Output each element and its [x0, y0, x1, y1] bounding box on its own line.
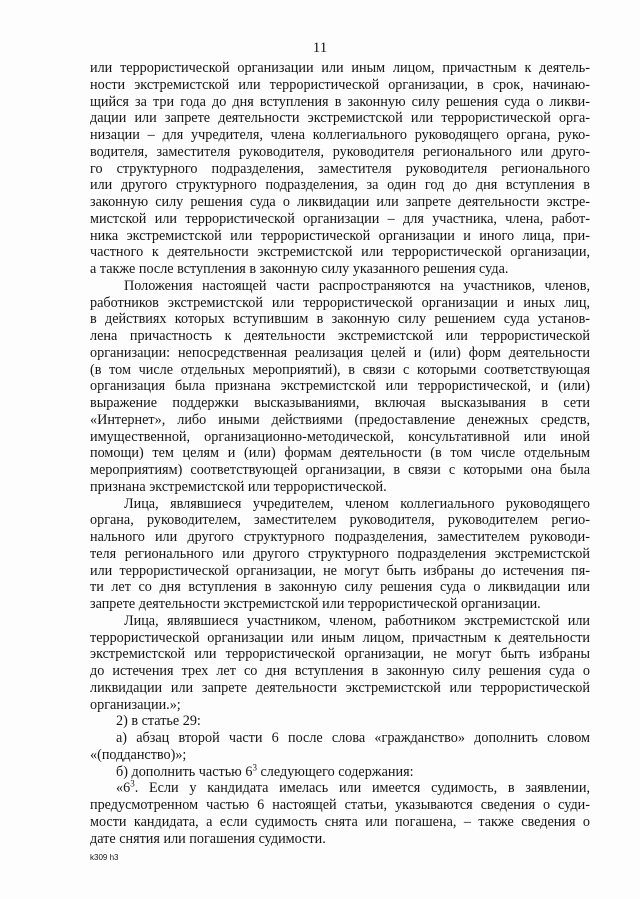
text-line	[90, 780, 590, 797]
text-line: лена причастность к деятельности экстремистской или террористической	[90, 328, 590, 344]
text-line: дате снятия или погашения судимости.	[90, 830, 326, 847]
text-line: дации или запрете деятельности экстремистской или террористической орга-	[90, 110, 590, 127]
text-line: ника экстремистской или террористической организации и иного лица, при-	[90, 227, 590, 244]
text-line: ти лет со дня вступления в законную силу решения суда о ликвидации или	[90, 579, 590, 596]
text-line: мистской или террористической организации – для участника, члена, работ-	[90, 210, 590, 227]
text-line: Лица, являвшиеся учредителем, членом коллегиального руководящего	[124, 495, 590, 512]
text-line: мероприятиям) соответствующей организации, в связи с которыми она была	[90, 462, 590, 478]
text-fragment: б) дополнить частью 6	[116, 763, 253, 780]
text-line: «Интернет», либо иными действиями (предоставление денежных средств,	[90, 411, 590, 428]
text-line: частного к деятельности экстремистской или террористической организации,	[90, 244, 590, 261]
text-line: теля регионального или другого структурного подразделения экстремистской	[90, 545, 590, 562]
text-line: ликвидации или запрете деятельности экстремистской или террористической	[90, 679, 590, 696]
text-line: имущественной, организационно-методической, консультативной или иной	[90, 428, 590, 445]
text-line: Положения настоящей части распространяются на участников, членов,	[124, 277, 590, 294]
text-fragment: «6	[116, 780, 131, 797]
text-line: работников экстремистской или террористической организации и иных лиц,	[90, 294, 590, 311]
text-fragment: . Если у кандидата имелась или имеется судимость, в заявлении,	[134, 780, 590, 797]
text-line: организации: непосредственная реализация целей и (или) форм деятельности	[90, 344, 590, 361]
text-line: нального или другого структурного подразделения, заместителем руководи-	[90, 529, 590, 545]
text-line: экстремистской или террористической организации, не могут быть избраны	[90, 646, 590, 663]
text-line: до истечения трех лет со дня вступления в законную силу решения суда о	[90, 663, 590, 679]
text-line: признана экстремистской или террористической.	[90, 478, 387, 495]
text-line: низации – для учредителя, члена коллегиального руководящего органа, руко-	[90, 127, 590, 143]
text-line: а) абзац второй части 6 после слова «гражданство» дополнить словом	[116, 730, 590, 746]
text-line: го структурного подразделения, заместителя руководителя регионального	[90, 160, 590, 177]
text-line: щийся за три года до дня вступления в законную силу решения суда о ликви-	[90, 93, 590, 110]
text-line: выражение поддержки высказываниями, включая высказывания в сети	[90, 395, 590, 411]
text-line: 2) в статье 29:	[116, 713, 201, 730]
footer-code: k309 h3	[90, 853, 119, 862]
text-line: или террористической организации, не могут быть избраны до истечения пя-	[90, 562, 590, 579]
text-line: в действиях которых вступившим в законную силу решением суда установ-	[90, 311, 590, 328]
text-line: а также после вступления в законную силу указанного решения суда.	[90, 261, 509, 277]
text-line: ности экстремистской или террористической организации, в срок, начинаю-	[90, 76, 590, 93]
text-line: мости кандидата, а если судимость снята или погашена, – также сведения о	[90, 813, 590, 830]
text-line: запрете деятельности экстремистской или террористической организации.	[90, 596, 541, 612]
text-line: организации.»;	[90, 696, 181, 713]
text-line: террористической организации или иным лицом, причастным к деятельности	[90, 629, 590, 646]
text-line: Лица, являвшиеся участником, членом, работником экстремистской или	[124, 612, 590, 629]
text-line: органа, руководителем, заместителем руководителя, руководителем регио-	[90, 512, 590, 529]
text-line: организация была признана экстремистской или террористической, и (или)	[90, 378, 590, 395]
text-line: или террористической организации или иным лицом, причастным к деятель-	[90, 60, 590, 76]
page-number: 11	[312, 40, 328, 56]
text-line: водителя, заместителя руководителя, руководителя регионального или друго-	[90, 143, 590, 160]
text-fragment: следующего содержания:	[256, 763, 414, 780]
document-body	[90, 60, 590, 847]
text-line: предусмотренном частью 6 настоящей статьи, указываются сведения о суди-	[90, 797, 590, 813]
text-line	[90, 761, 590, 781]
superscript: 3	[130, 778, 135, 789]
text-line: «(подданство)»;	[90, 746, 187, 763]
superscript: 3	[252, 761, 257, 772]
text-line: законную силу решения суда о ликвидации или запрете деятельности экстре-	[90, 194, 590, 210]
text-line: (в том числе отдельных мероприятий), в связи с которыми соответствующая	[90, 361, 590, 378]
text-line: или другого структурного подразделения, за один год до дня вступления в	[90, 177, 590, 194]
text-line: помощи) тем целям и (или) формам деятельности (в том числе отдельным	[90, 445, 590, 462]
